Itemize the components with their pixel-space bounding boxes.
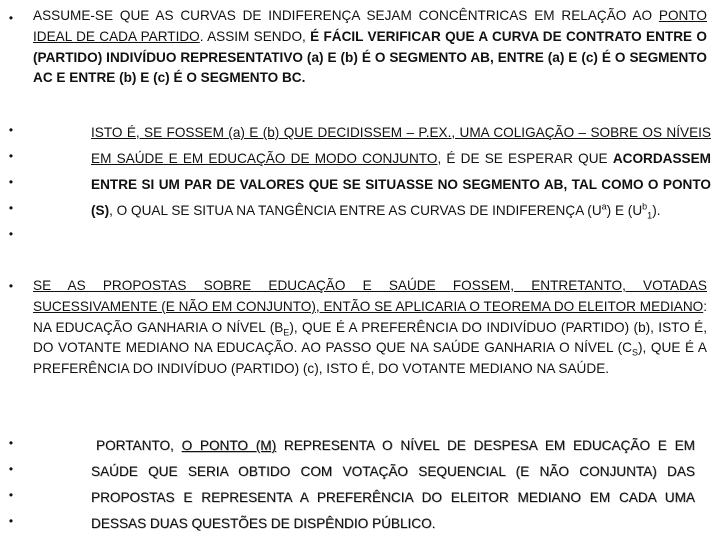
p3-sub-e: E: [283, 327, 290, 338]
bullet-4: •: [8, 436, 14, 450]
paragraph-3: [33, 276, 707, 380]
paragraph-4: [91, 433, 695, 537]
bullet-1: •: [8, 11, 14, 25]
p2-sup-b: b: [642, 201, 648, 212]
p2-text-a: , É DE SE ESPERAR QUE: [437, 151, 613, 166]
p2-sub-1: 1: [647, 210, 653, 221]
p1-text-a: ASSUME-SE QUE AS CURVAS DE INDIFERENÇA SEJAM CONCÊNTRICAS EM RELAÇÃO AO: [33, 8, 659, 23]
bullet-4: •: [8, 514, 14, 528]
bullet-3: •: [8, 279, 14, 293]
bullet-2: •: [8, 227, 14, 241]
p3-sub-s: S: [632, 348, 639, 359]
bullet-2: •: [8, 149, 14, 163]
p4-text-a: PORTANTO,: [96, 438, 182, 453]
bullet-2: •: [8, 201, 14, 215]
p2-text-c: ) E (U: [606, 203, 643, 218]
p3-text-c: ), QUE É A PREFERÊNCIA DO INDIVÍDUO (PARTIDO) (c), ISTO É, DO VOTANTE MEDIANO NA SAÚDE.: [33, 340, 707, 377]
bullet-4: •: [8, 462, 14, 476]
p2-text-b: , O QUAL SE SITUA NA TANGÊNCIA ENTRE AS CURVAS DE INDIFERENÇA (U: [109, 203, 602, 218]
paragraph-1: [33, 6, 707, 89]
p3-median-voter: SE AS PROPOSTAS SOBRE EDUCAÇÃO E SAÚDE FOSSEM, ENTRETANTO, VOTADAS SUCESSIVAMENTE (E NÃO EM CONJUNTO), ENTÃO SE APLICARIA O TEOREMA DO ELEITOR MEDIANO: [33, 278, 707, 314]
p4-text-b: REPRESENTA O NÍVEL DE DESPESA EM EDUCAÇÃO E EM SAÚDE QUE SERIA OBTIDO COM VOTAÇÃO SEQUENCIAL (E NÃO CONJUNTA) DAS PROPOSTAS E REPRESENTA A PREFERÊNCIA DO ELEITOR MEDIANO EM CADA UMA DESSAS DUAS QUESTÕES DE DISPÊNDIO PÚBLICO.: [91, 438, 695, 531]
bullet-4: •: [8, 488, 14, 502]
p1-text-b: . ASSIM SENDO,: [199, 28, 311, 44]
p3-text-b: ), QUE É A PREFERÊNCIA DO INDIVÍDUO (PARTIDO) (b), ISTO É, DO VOTANTE MEDIANO NA EDUCAÇÃO. AO PASSO QUE NA SAÚDE GANHARIA O NÍVEL (C: [33, 319, 708, 356]
p2-agreement: ACORDASSEM ENTRE SI UM PAR DE VALORES QUE SE SITUASSE NO SEGMENTO AB, TAL COMO O PONTO (S): [91, 151, 711, 218]
p2-sup-a: a: [601, 201, 607, 212]
bullet-2: •: [8, 123, 14, 137]
bullet-2: •: [8, 175, 14, 189]
paragraph-2: [91, 120, 711, 224]
p3-text-a: : NA EDUCAÇÃO GANHARIA O NÍVEL (B: [33, 298, 707, 335]
p1-ideal-point: PONTO IDEAL DE CADA PARTIDO: [33, 8, 707, 44]
p2-text-d: ).: [652, 203, 661, 218]
p1-contract-curve: É FÁCIL VERIFICAR QUE A CURVA DE CONTRATO ENTRE O (PARTIDO) INDIVÍDUO REPRESENTATIVO (a) E (b) É O SEGMENTO AB, ENTRE (a) E (c) É O SEGMENTO AC E ENTRE (b) E (c) É O SEGMENTO BC.: [33, 28, 707, 86]
p2-coalition: ISTO É, SE FOSSEM (a) E (b) QUE DECIDISSEM – P.EX., UMA COLIGAÇÃO – SOBRE OS NÍVEIS EM SAÚDE E EM EDUCAÇÃO DE MODO CONJUNTO: [91, 125, 711, 166]
p4-point-m: O PONTO (M): [181, 438, 277, 453]
